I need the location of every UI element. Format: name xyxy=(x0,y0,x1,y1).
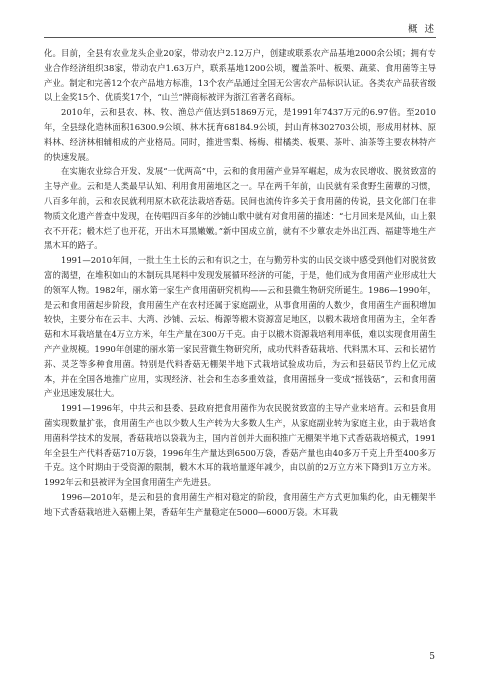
paragraph-4: 1991—2010年间，一批土生土长的云和有识之士，在与勤劳朴实的山民交谈中感受到他们对脱贫致富的渴望，在堆积如山的木制玩具尾料中发现发展循环经济的可能，于是，他们成为食用菌产业形成壮大的领军人物。1982年，丽水第一家生产食用菌研究机构——云和县微生物研究所诞生。1986—1990年，是云和食用菌起步阶段，食用菌生产在农村还属于家庭副业，从事食用菌的人数少，食用菌生产面积增加较快，主要分布在云丰、大湾、沙铺、云坛、梅源等椴木资源富足地区，以椴木栽培食用菌为主，全年香菇和木耳栽培量在4万立方米，年生产量在300万千克。由于以椴木资源栽培利用率低，难以实现食用菌生产产业规模。1990年创建的丽水第一家民营微生物研究所，成功代料香菇栽培、代料黑木耳、云和长裙竹荪、灵芝等多种食用菌。特别是代料香菇无棚架半地下式栽培试验成功后，为云和县菇民节约上亿元成本，并在全国各地推广应用，实现经济、社会和生态多重效益，食用菌摇身一变成“摇钱菇”，云和食用菌产业迅速发展壮大。 xyxy=(44,255,436,399)
paragraph-1: 化。目前，全县有农业龙头企业20家，带动农户2.12万户，创建或联系农产品基地2000余公顷；拥有专业合作经济组织38家，带动农户1.63万户，联系基地1200公顷，覆盖茶叶、板栗、蔬菜、食用菌等主导产业。制定和完善12个农产品地方标准，13个农产品通过全国无公害农产品标识认证。各类农产品获省级以上金奖15个、优质奖17个，“山兰”牌商标被评为浙江省著名商标。 xyxy=(44,48,436,103)
paragraph-3: 在实施农业综合开发、发展“一优两高”中，云和的食用菌产业异军崛起，成为农民增收、脱贫致富的主导产业。云和是人类最早认知、利用食用菌地区之一。早在两千年前，山民就有采食野生菌蕈的习惯，八百多年前，云和农民就利用原木砍花法栽培香菇。民间也流传许多关于食用菌的传说，县文化部门在非物质文化遗产普查中发现，在传唱四百多年的沙铺山歌中就有对食用菌的描述：“七月回来是风仙，山上狠衣不开花；椴木烂了也开花，开出木耳黑嫩嫩。”新中国成立前，就有不少蕈农走外出江西、福建等地生产黑木耳的路子。 xyxy=(44,166,436,251)
paragraph-6: 1996—2010年，是云和县的食用菌生产相对稳定的阶段，食用菌生产方式更加集约化，由无棚架半地下式香菇栽培进入菇棚上架，香菇年生产量稳定在5000—6000万袋。木耳栽 xyxy=(44,491,436,517)
header-divider xyxy=(44,37,436,38)
body-text xyxy=(44,46,436,520)
paragraph-2: 2010年，云和县农、林、牧、渔总产值达到51869万元，是1991年7437万元的6.97倍。至2010年，全县绿化造林面积16300.9公顷、林木抚育68184.9公顷，封山育林302703公顷，形成用材林、原料林、经济林相辅相成的产业格局。同时，推进雪梨、杨梅、柑橘类、板栗、茶叶、油茶等主要农林特产的快速发展。 xyxy=(44,107,436,162)
page-number: 5 xyxy=(429,652,435,662)
running-header-title: 概 述 xyxy=(407,24,436,35)
paragraph-5: 1991—1996年，中共云和县委、县政府把食用菌作为农民脱贫致富的主导产业来培育。云和县食用菌实现数量扩张，食用菌生产也以少数人生产转为大多数人生产，从家庭副业转为家庭主业，由于栽培食用菌科学技术的发展，香菇栽培以袋栽为主，国内首创并大面积推广无棚架半地下式香菇栽培模式，1991年全县生产代料香菇710万袋，1996年生产量达到6500万袋，香菇产量也由40多万千克上升至400多万千克。这个时期由于受资源的限制，椴木木耳的栽培量逐年减少，由以前的2万立方米下降到1万立方米。1992年云和县被评为全国食用菌生产先进县。 xyxy=(44,403,436,488)
